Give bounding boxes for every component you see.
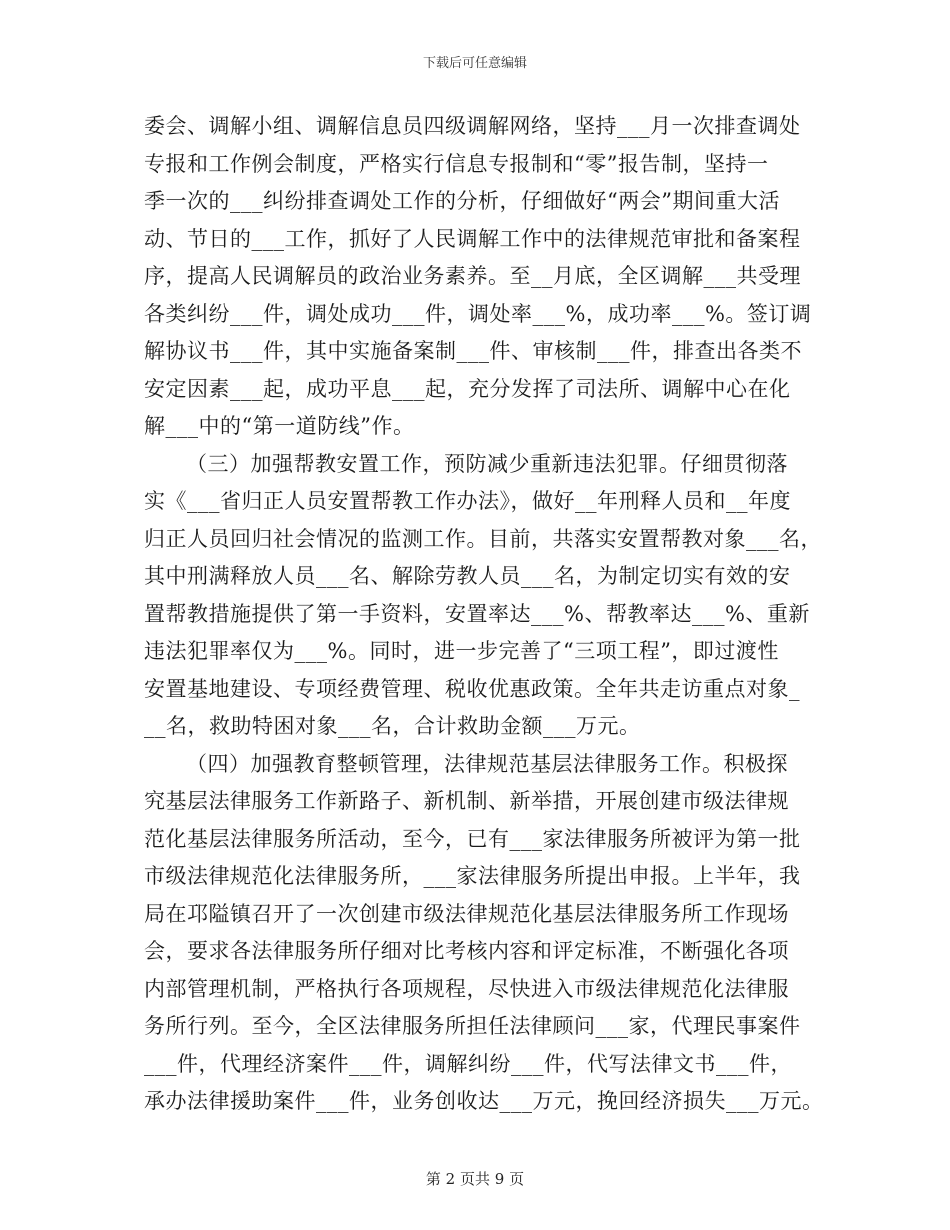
text-line: 置帮教措施提供了第一手资料，安置率达___%、帮教率达___%、重新 xyxy=(144,601,810,626)
text-line: 究基层法律服务工作新路子、新机制、新举措，开展创建市级法律规 xyxy=(144,789,789,813)
text-line: 务所行列。至今，全区法律服务所担任法律顾问___家，代理民事案件 xyxy=(144,1014,801,1038)
text-line: 实《___省归正人员安置帮教工作办法》，做好__年刑释人员和__年度 xyxy=(144,489,791,513)
text-line: 范化基层法律服务所活动，至今，已有___家法律服务所被评为第一批 xyxy=(144,826,801,851)
text-line: 委会、调解小组、调解信息员四级调解网络，坚持___月一次排查调处 xyxy=(144,114,801,138)
page-header: 下载后可任意编辑 xyxy=(422,56,527,71)
text-line: 解协议书___件，其中实施备案制___件、审核制___件，排查出各类不 xyxy=(144,339,802,363)
text-line: 内部管理机制，严格执行各项规程，尽快进入市级法律规范化法律服 xyxy=(144,976,789,1001)
text-line: __名，救助特困对象___名，合计救助金额___万元。 xyxy=(144,714,641,738)
paragraph-start-line: （四）加强教育整顿管理，法律规范基层法律服务工作。积极探 xyxy=(186,751,788,776)
text-line: 承办法律援助案件___件，业务创收达___万元，挽回经济损失___万元。 xyxy=(144,1089,824,1113)
text-line: 归正人员回归社会情况的监测工作。目前，共落实安置帮教对象___名， xyxy=(144,526,822,551)
text-line: 违法犯罪率仅为___%。同时，进一步完善了“三项工程”，即过渡性 xyxy=(144,639,779,663)
document-body xyxy=(144,108,824,1121)
text-line: 专报和工作例会制度，严格实行信息专报制和“零”报告制，坚持一 xyxy=(144,151,769,176)
text-line: 安置基地建设、专项经费管理、税收优惠政策。全年共走访重点对象_ xyxy=(144,676,800,701)
paragraph-start-line: （三）加强帮教安置工作，预防减少重新违法犯罪。仔细贯彻落 xyxy=(186,451,788,476)
text-line: 解___中的“第一道防线”作。 xyxy=(144,414,415,438)
text-line: 其中刑满释放人员___名、解除劳教人员___名，为制定切实有效的安 xyxy=(144,564,791,588)
text-line: 安定因素___起，成功平息___起，充分发挥了司法所、调解中心在化 xyxy=(144,376,791,401)
text-line: 各类纠纷___件，调处成功___件，调处率___%，成功率___%。签订调 xyxy=(144,301,812,326)
page-footer: 第 2 页共 9 页 xyxy=(425,1170,525,1188)
text-line: 季一次的___纠纷排查调处工作的分析，仔细做好“两会”期间重大活 xyxy=(144,189,780,213)
text-line: 会，要求各法律服务所仔细对比考核内容和评定标准，不断强化各项 xyxy=(144,939,789,963)
text-line: 市级法律规范化法律服务所，___家法律服务所提出申报。上半年，我 xyxy=(144,864,801,888)
text-line: 序，提高人民调解员的政治业务素养。至__月底，全区调解___共受理 xyxy=(144,264,801,288)
text-line: 动、节日的___工作，抓好了人民调解工作中的法律规范审批和备案程 xyxy=(144,226,801,251)
text-line: 局在邛隘镇召开了一次创建市级法律规范化基层法律服务所工作现场 xyxy=(144,901,789,926)
text-line: ___件，代理经济案件___件，调解纠纷___件，代写法律文书___件， xyxy=(144,1051,792,1076)
